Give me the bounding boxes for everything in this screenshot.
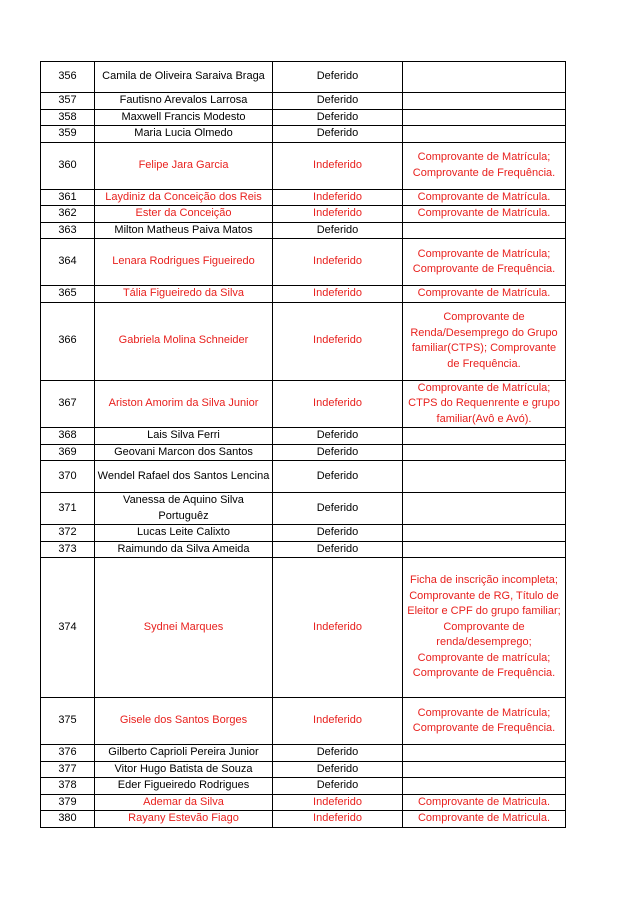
row-number: 370: [41, 461, 95, 493]
row-number: 363: [41, 222, 95, 239]
pending-documents: Comprovante de Matrícula.: [403, 206, 566, 223]
status-cell: Indeferido: [273, 794, 403, 811]
applicant-name: Fautisno Arevalos Larrosa: [95, 93, 273, 110]
table-row: [41, 93, 566, 110]
row-number: 379: [41, 794, 95, 811]
pending-documents: [403, 444, 566, 461]
pending-documents: Ficha de inscrição incompleta; Comprovante de RG, Título de Eleitor e CPF do grupo familiar; Comprovante de renda/desemprego; Comprovante de matrícula; Comprovante de Frequência.: [403, 558, 566, 698]
table-row: [41, 461, 566, 493]
status-cell: Deferido: [273, 541, 403, 558]
row-number: 366: [41, 302, 95, 380]
applicant-name: Camila de Oliveira Saraiva Braga: [95, 62, 273, 93]
table-row: [41, 698, 566, 745]
table-row: [41, 286, 566, 303]
pending-documents: Comprovante de Matrícula.: [403, 189, 566, 206]
pending-documents: Comprovante de Renda/Desemprego do Grupo familiar(CTPS); Comprovante de Frequência.: [403, 302, 566, 380]
table-row: [41, 745, 566, 762]
row-number: 380: [41, 811, 95, 828]
status-cell: Deferido: [273, 761, 403, 778]
status-cell: Deferido: [273, 525, 403, 542]
table-row: [41, 794, 566, 811]
status-cell: Indeferido: [273, 206, 403, 223]
table-row: [41, 428, 566, 445]
status-cell: Deferido: [273, 222, 403, 239]
row-number: 377: [41, 761, 95, 778]
row-number: 371: [41, 493, 95, 525]
table-row: [41, 142, 566, 189]
status-cell: Deferido: [273, 109, 403, 126]
applicant-name: Ariston Amorim da Silva Junior: [95, 380, 273, 428]
applicant-name: Vitor Hugo Batista de Souza: [95, 761, 273, 778]
row-number: 361: [41, 189, 95, 206]
row-number: 356: [41, 62, 95, 93]
pending-documents: [403, 62, 566, 93]
applicant-name: Ademar da Silva: [95, 794, 273, 811]
row-number: 367: [41, 380, 95, 428]
status-cell: Indeferido: [273, 698, 403, 745]
table-row: [41, 558, 566, 698]
status-cell: Deferido: [273, 428, 403, 445]
status-cell: Deferido: [273, 461, 403, 493]
applicant-name: Maxwell Francis Modesto: [95, 109, 273, 126]
pending-documents: Comprovante de Matrícula.: [403, 286, 566, 303]
applicant-name: Eder Figueiredo Rodrigues: [95, 778, 273, 795]
pending-documents: [403, 109, 566, 126]
applicant-name: Lais Silva Ferri: [95, 428, 273, 445]
table-row: [41, 444, 566, 461]
row-number: 357: [41, 93, 95, 110]
applicant-name: Felipe Jara Garcia: [95, 142, 273, 189]
status-cell: Deferido: [273, 745, 403, 762]
status-cell: Deferido: [273, 778, 403, 795]
pending-documents: Comprovante de Matricula.: [403, 811, 566, 828]
table-row: [41, 109, 566, 126]
applicant-name: Geovani Marcon dos Santos: [95, 444, 273, 461]
table-row: [41, 222, 566, 239]
row-number: 359: [41, 126, 95, 143]
row-number: 376: [41, 745, 95, 762]
table-row: [41, 778, 566, 795]
row-number: 374: [41, 558, 95, 698]
row-number: 369: [41, 444, 95, 461]
status-cell: Indeferido: [273, 142, 403, 189]
pending-documents: Comprovante de Matrícula; CTPS do Requenrente e grupo familiar(Avô e Avó).: [403, 380, 566, 428]
status-cell: Indeferido: [273, 811, 403, 828]
row-number: 360: [41, 142, 95, 189]
pending-documents: [403, 525, 566, 542]
status-cell: Deferido: [273, 62, 403, 93]
applicant-name: Vanessa de Aquino Silva Portuguêz: [95, 493, 273, 525]
applicant-name: Gilberto Caprioli Pereira Junior: [95, 745, 273, 762]
row-number: 378: [41, 778, 95, 795]
pending-documents: Comprovante de Matricula.: [403, 794, 566, 811]
row-number: 373: [41, 541, 95, 558]
table-row: [41, 493, 566, 525]
pending-documents: Comprovante de Matrícula; Comprovante de Frequência.: [403, 239, 566, 286]
table-row: [41, 811, 566, 828]
applicant-name: Raimundo da Silva Ameida: [95, 541, 273, 558]
status-cell: Deferido: [273, 126, 403, 143]
status-cell: Deferido: [273, 493, 403, 525]
pending-documents: [403, 428, 566, 445]
row-number: 365: [41, 286, 95, 303]
table-row: [41, 62, 566, 93]
results-table: [40, 61, 566, 828]
status-cell: Indeferido: [273, 302, 403, 380]
table-row: [41, 189, 566, 206]
applicant-name: Milton Matheus Paiva Matos: [95, 222, 273, 239]
pending-documents: [403, 222, 566, 239]
applicant-name: Lucas Leite Calixto: [95, 525, 273, 542]
status-cell: Deferido: [273, 444, 403, 461]
status-cell: Indeferido: [273, 286, 403, 303]
pending-documents: [403, 761, 566, 778]
applicant-name: Lenara Rodrigues Figueiredo: [95, 239, 273, 286]
applicant-name: Gisele dos Santos Borges: [95, 698, 273, 745]
status-cell: Indeferido: [273, 239, 403, 286]
table-row: [41, 302, 566, 380]
table-row: [41, 525, 566, 542]
row-number: 364: [41, 239, 95, 286]
applicant-name: Wendel Rafael dos Santos Lencina: [95, 461, 273, 493]
row-number: 368: [41, 428, 95, 445]
applicant-name: Tália Figueiredo da Silva: [95, 286, 273, 303]
table-row: [41, 206, 566, 223]
table-row: [41, 761, 566, 778]
table-row: [41, 239, 566, 286]
table-row: [41, 126, 566, 143]
applicant-name: Sydnei Marques: [95, 558, 273, 698]
row-number: 362: [41, 206, 95, 223]
applicant-name: Maria Lucia Olmedo: [95, 126, 273, 143]
pending-documents: [403, 93, 566, 110]
applicant-name: Laydiniz da Conceição dos Reis: [95, 189, 273, 206]
results-table-body: [41, 62, 566, 828]
pending-documents: [403, 493, 566, 525]
pending-documents: [403, 541, 566, 558]
pending-documents: [403, 745, 566, 762]
pending-documents: [403, 461, 566, 493]
applicant-name: Ester da Conceição: [95, 206, 273, 223]
row-number: 375: [41, 698, 95, 745]
applicant-name: Rayany Estevão Fiago: [95, 811, 273, 828]
pending-documents: [403, 778, 566, 795]
pending-documents: [403, 126, 566, 143]
pending-documents: Comprovante de Matrícula; Comprovante de Frequência.: [403, 698, 566, 745]
applicant-name: Gabriela Molina Schneider: [95, 302, 273, 380]
table-row: [41, 380, 566, 428]
status-cell: Deferido: [273, 93, 403, 110]
status-cell: Indeferido: [273, 558, 403, 698]
table-row: [41, 541, 566, 558]
row-number: 358: [41, 109, 95, 126]
pending-documents: Comprovante de Matrícula; Comprovante de Frequência.: [403, 142, 566, 189]
row-number: 372: [41, 525, 95, 542]
status-cell: Indeferido: [273, 380, 403, 428]
status-cell: Indeferido: [273, 189, 403, 206]
